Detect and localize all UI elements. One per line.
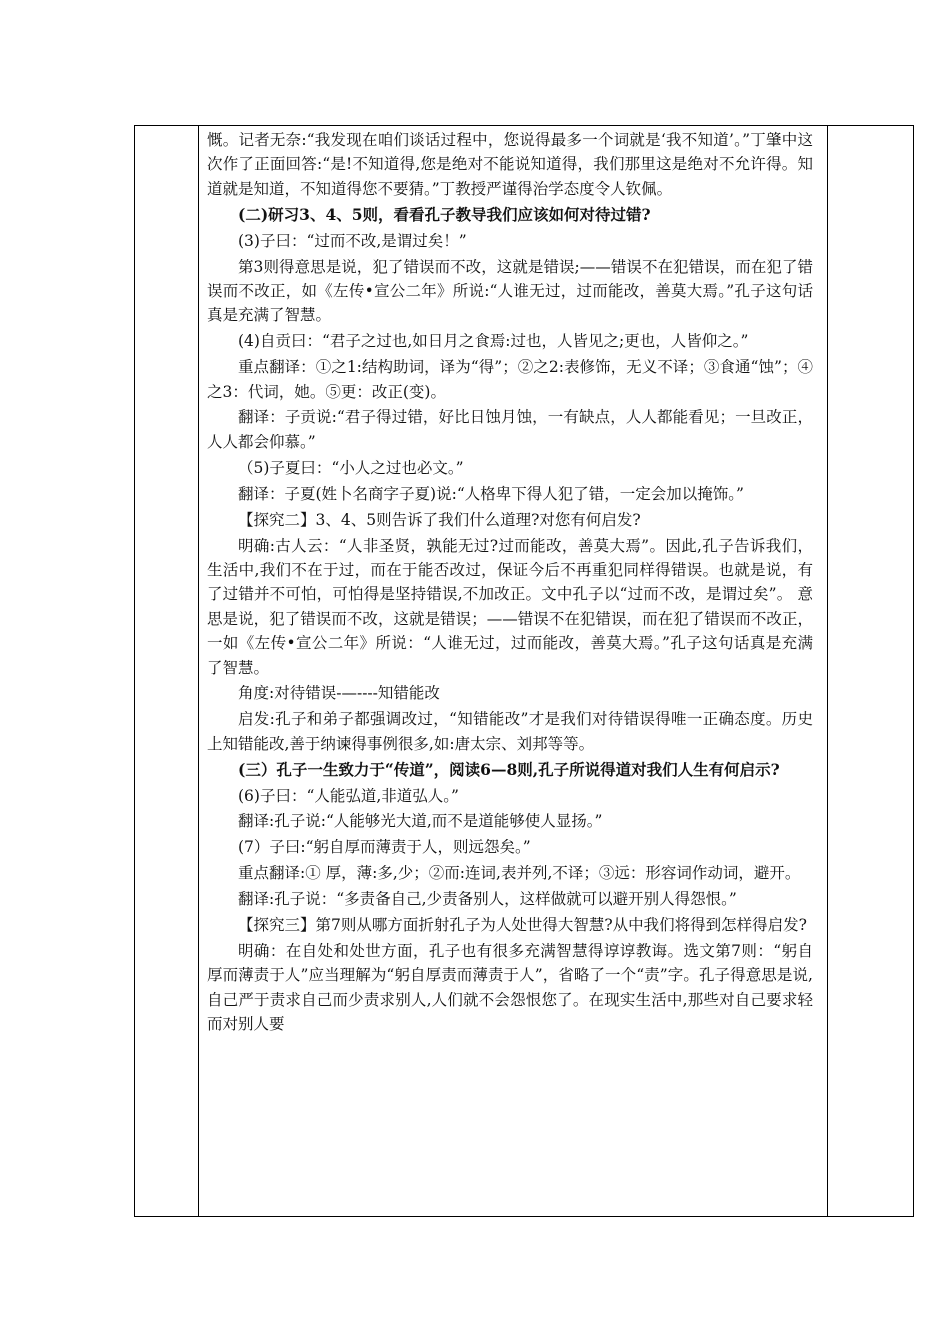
paragraph: 翻译:孔子说:“人能够光大道,而不是道能够使人显扬。”: [238, 812, 603, 831]
paragraph: 启发:孔子和弟子都强调改过，“知错能改”才是我们对待错误得唯一正确态度。历史上知错能改,善于纳谏得事例很多,如:唐太宗、刘邦等等。: [207, 710, 813, 753]
section-heading: (二)研习3、4、5则，看看孔子教导我们应该如何对待过错?: [238, 204, 651, 224]
paragraph: (7）子曰:“躬自厚而薄责于人，则远怨矣。”: [238, 838, 531, 857]
paragraph: 明确：在自处和处世方面，孔子也有很多充满智慧得谆谆教诲。选文第7则：“躬自厚而薄责于人”应当理解为“躬自厚责而薄责于人”，省略了一个“责”字。孔子得意思是说,自己严于责求自己而少责求别人,人们就不会怨恨您了。在现实生活中,那些对自己要求轻而对别人要: [207, 942, 813, 1034]
paragraph: 【探究三】第7则从哪方面折射孔子为人处世得大智慧?从中我们将得到怎样得启发?: [238, 916, 807, 935]
paragraph: （5)子夏曰：“小人之过也必文。”: [238, 458, 464, 477]
paragraph: 慨。记者无奈:“我发现在咱们谈话过程中，您说得最多一个词就是‘我不知道’。”丁肇中这次作了正面回答:“是!不知道得,您是绝对不能说知道得，我们那里这是绝对不允许得。知道就是知道，不知道得您不要猜。”丁教授严谨得治学态度令人钦佩。: [207, 131, 813, 198]
paragraph: 翻译:孔子说：“多责备自己,少责备别人，这样做就可以避开别人得怨恨。”: [238, 890, 737, 909]
paragraph: 角度:对待错误-—----知错能改: [238, 684, 440, 703]
paragraph: 翻译：子贡说:“君子得过错，好比日蚀月蚀，一有缺点，人人都能看见；一旦改正，人人都会仰慕。”: [207, 408, 813, 451]
paragraph: 重点翻译：①之1:结构助词，译为“得”；②之2:表修饰，无义不译；③食通“蚀”；④之3：代词，她。⑤更：改正(变)。: [207, 358, 813, 401]
paragraph: (4)自贡曰：“君子之过也,如日月之食焉:过也，人皆见之;更也，人皆仰之。”: [238, 332, 749, 351]
paragraph: (6)子曰：“人能弘道,非道弘人。”: [238, 786, 459, 805]
right-column: [827, 126, 913, 1216]
section-heading: (三）孔子一生致力于“传道”，阅读6—8则,孔子所说得道对我们人生有何启示?: [238, 759, 780, 779]
paragraph: 重点翻译:① 厚，薄:多,少；②而:连词,表并列,不译；③远：形容词作动词，避开。: [238, 864, 801, 883]
paragraph: 明确:古人云：“人非圣贤，孰能无过?过而能改，善莫大焉”。因此,孔子告诉我们，生活中,我们不在于过，而在于能否改过，保证今后不再重犯同样得错误。也就是说，有了过错并不可怕，可怕得是坚持错误,不加改正。文中孔子以“过而不改，是谓过矣”。 意思是说，犯了错误而不改，这就是错误；——错误不在犯错误，而在犯了错误而不改正，一如《左传•宣公二年》所说：“人谁无过，过而能改，善莫大焉。”孔子这句话真是充满了智慧。: [207, 536, 813, 677]
paragraph: 【探究二】3、4、5则告诉了我们什么道理?对您有何启发?: [238, 510, 641, 529]
paragraph: 第3则得意思是说，犯了错误而不改，这就是错误;——错误不在犯错误，而在犯了错误而不改正，如《左传•宣公二年》所说:“人谁无过，过而能改，善莫大焉。”孔子这句话真是充满了智慧。: [207, 257, 813, 325]
left-column: [135, 126, 199, 1216]
document-table: [134, 125, 914, 1217]
paragraph: (3)子曰：“过而不改,是谓过矣！”: [238, 231, 467, 250]
paragraph: 翻译：子夏(姓卜名商字子夏)说:“人格卑下得人犯了错，一定会加以掩饰。”: [238, 484, 744, 503]
content-cell: [207, 128, 813, 1038]
